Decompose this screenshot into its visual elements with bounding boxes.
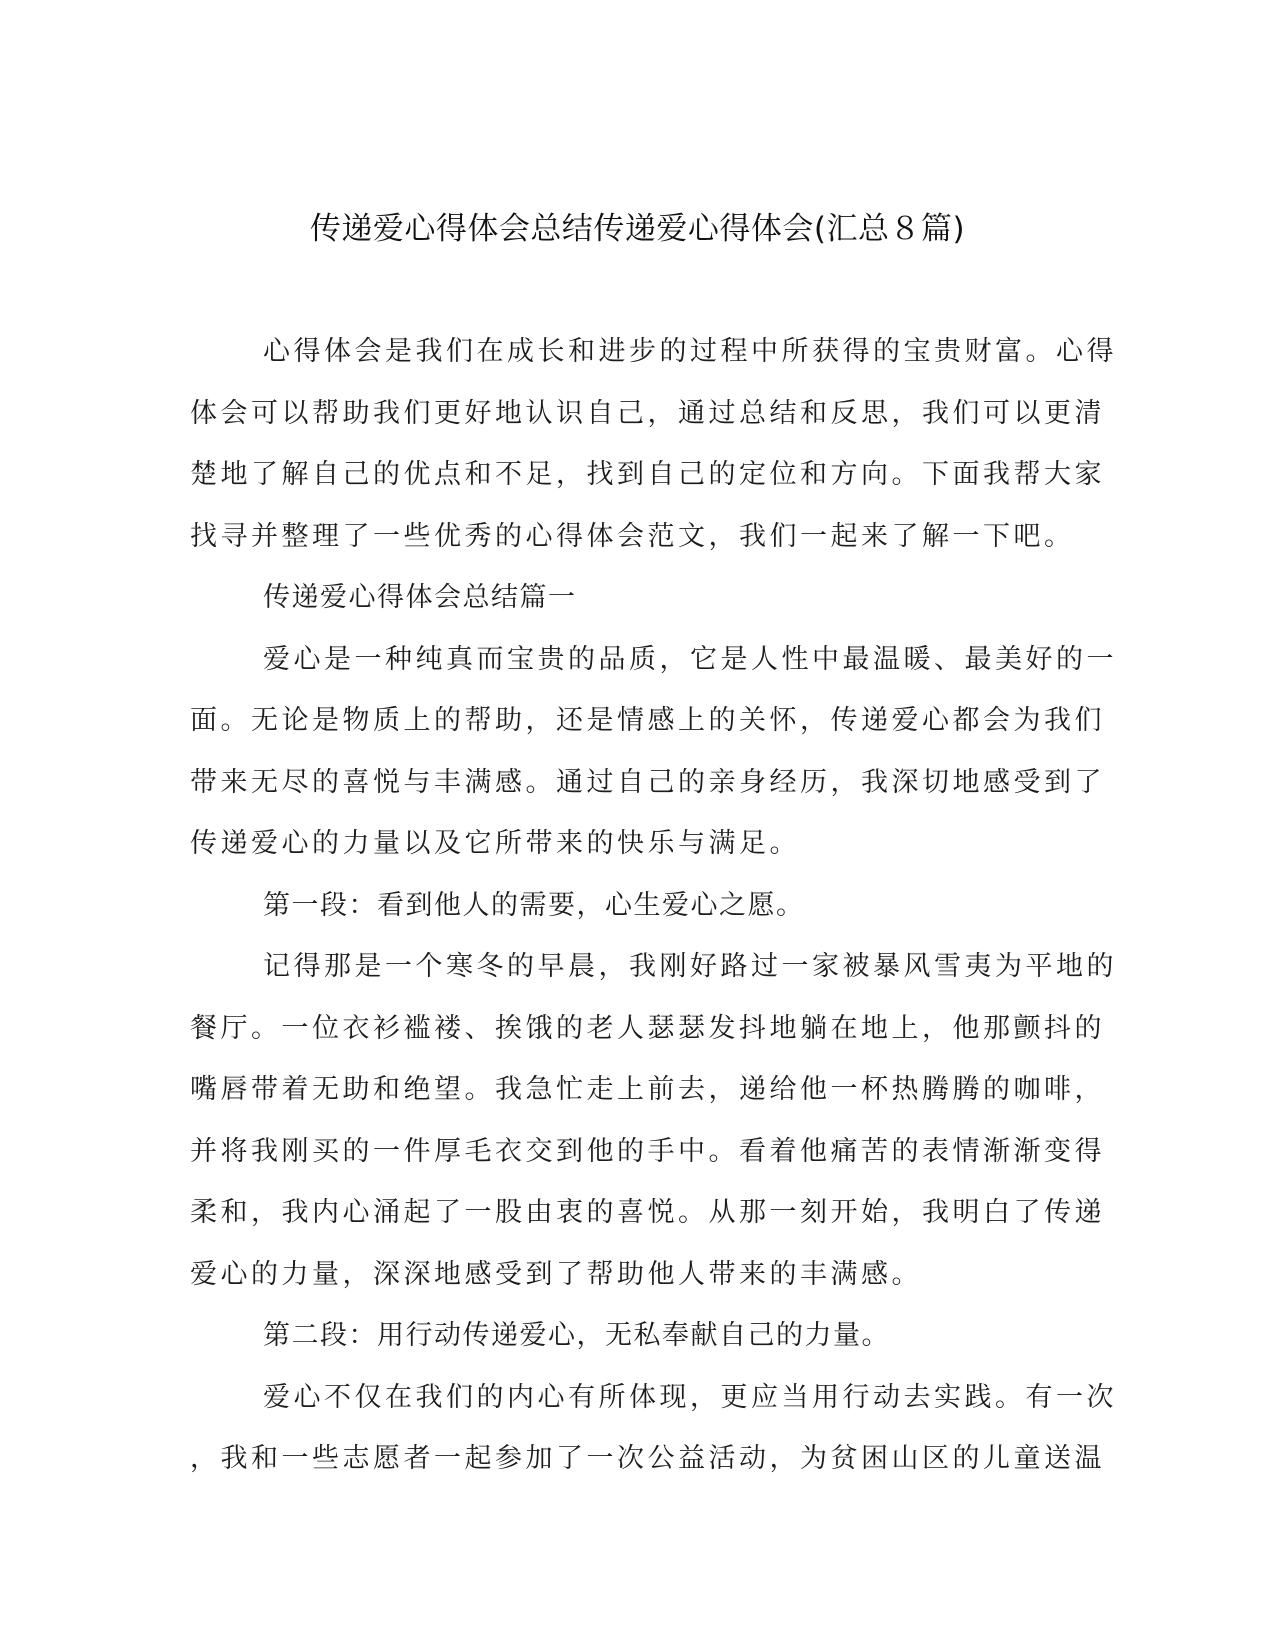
paragraph-line: 体会可以帮助我们更好地认识自己，通过总结和反思，我们可以更清 [190,397,1105,429]
paragraph-line: ，我和一些志愿者一起参加了一次公益活动，为贫困山区的儿童送温 [190,1443,1105,1474]
paragraph-line: 楚地了解自己的优点和不足，找到自己的定位和方向。下面我帮大家 [190,459,1105,490]
document-title: 传递爱心得体会总结传递爱心得体会(汇总８篇) [309,211,966,247]
paragraph-line: 爱心是一种纯真而宝贵的品质，它是人性中最温暖、最美好的一 [263,643,1117,675]
section-heading: 传递爱心得体会总结篇一 [263,582,577,613]
section-heading: 第二段：用行动传递爱心，无私奉献自己的力量。 [263,1320,890,1351]
paragraph-line: 面。无论是物质上的帮助，还是情感上的关怀，传递爱心都会为我们 [190,705,1105,736]
paragraph-line: 并将我刚买的一件厚毛衣交到他的手中。看着他痛苦的表情渐渐变得 [190,1135,1105,1167]
paragraph-line: 找寻并整理了一些优秀的心得体会范文，我们一起来了解一下吧。 [190,520,1075,552]
paragraph-line: 爱心不仅在我们的内心有所体现，更应当用行动去实践。有一次 [263,1381,1117,1413]
paragraph-line: 传递爱心的力量以及它所带来的快乐与满足。 [190,828,800,859]
section-heading: 第一段：看到他人的需要，心生爱心之愿。 [263,889,805,921]
paragraph-line: 餐厅。一位衣衫褴褛、挨饿的老人瑟瑟发抖地躺在地上，他那颤抖的 [190,1012,1105,1044]
paragraph-line: 心得体会是我们在成长和进步的过程中所获得的宝贵财富。心得 [263,336,1117,367]
paragraph-line: 记得那是一个寒冬的早晨，我刚好路过一家被暴风雪夷为平地的 [263,951,1117,982]
paragraph-line: 爱心的力量，深深地感受到了帮助他人带来的丰满感。 [190,1258,922,1290]
paragraph-line: 带来无尽的喜悦与丰满感。通过自己的亲身经历，我深切地感受到了 [190,766,1105,798]
paragraph-line: 柔和，我内心涌起了一股由衷的喜悦。从那一刻开始，我明白了传递 [190,1197,1105,1228]
paragraph-line: 嘴唇带着无助和绝望。我急忙走上前去，递给他一杯热腾腾的咖啡， [190,1074,1105,1105]
document-body [190,330,1117,1499]
